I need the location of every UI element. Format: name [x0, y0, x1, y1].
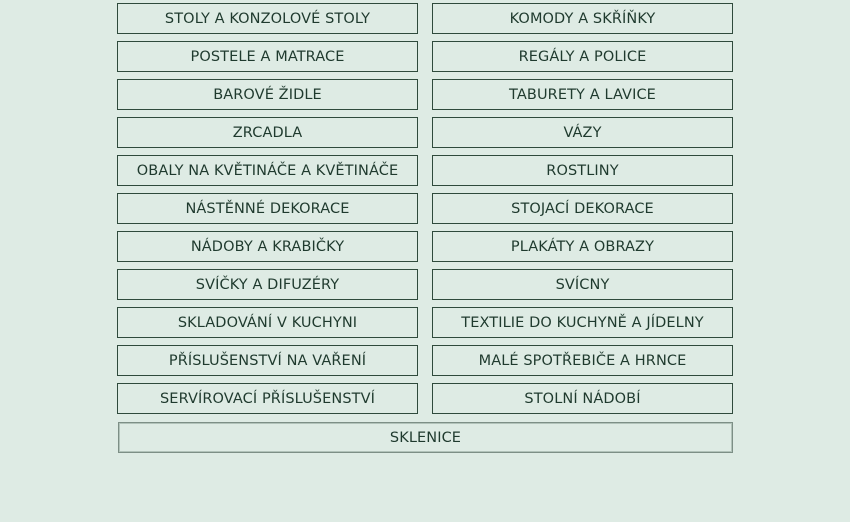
- category-button-nadoby-a-krabicky[interactable]: NÁDOBY A KRABIČKY: [117, 231, 418, 262]
- category-button-taburety-a-lavice[interactable]: TABURETY A LAVICE: [432, 79, 733, 110]
- category-button-obaly-na-kvetinace[interactable]: OBALY NA KVĚTINÁČE A KVĚTINÁČE: [117, 155, 418, 186]
- category-button-servirovaci-prislusenstvi[interactable]: SERVÍROVACÍ PŘÍSLUŠENSTVÍ: [117, 383, 418, 414]
- category-button-regaly-a-police[interactable]: REGÁLY A POLICE: [432, 41, 733, 72]
- category-button-rostliny[interactable]: ROSTLINY: [432, 155, 733, 186]
- category-button-textilie-do-kuchyne[interactable]: TEXTILIE DO KUCHYNĚ A JÍDELNY: [432, 307, 733, 338]
- category-button-prislusenstvi-na-vareni[interactable]: PŘÍSLUŠENSTVÍ NA VAŘENÍ: [117, 345, 418, 376]
- category-button-plakaty-a-obrazy[interactable]: PLAKÁTY A OBRAZY: [432, 231, 733, 262]
- category-button-komody-a-skrinky[interactable]: KOMODY A SKŘÍŇKY: [432, 3, 733, 34]
- category-button-stoly-a-konzolove-stoly[interactable]: STOLY A KONZOLOVÉ STOLY: [117, 3, 418, 34]
- category-button-vazy[interactable]: VÁZY: [432, 117, 733, 148]
- category-button-zrcadla[interactable]: ZRCADLA: [117, 117, 418, 148]
- category-button-sklenice[interactable]: SKLENICE: [118, 422, 733, 453]
- category-button-postele-a-matrace[interactable]: POSTELE A MATRACE: [117, 41, 418, 72]
- category-button-nastenne-dekorace[interactable]: NÁSTĚNNÉ DEKORACE: [117, 193, 418, 224]
- category-button-barove-zidle[interactable]: BAROVÉ ŽIDLE: [117, 79, 418, 110]
- category-button-male-spotrebice[interactable]: MALÉ SPOTŘEBIČE A HRNCE: [432, 345, 733, 376]
- category-button-stojaci-dekorace[interactable]: STOJACÍ DEKORACE: [432, 193, 733, 224]
- category-button-svicky-a-difuzery[interactable]: SVÍČKY A DIFUZÉRY: [117, 269, 418, 300]
- category-button-svicny[interactable]: SVÍCNY: [432, 269, 733, 300]
- category-button-skladovani-v-kuchyni[interactable]: SKLADOVÁNÍ V KUCHYNI: [117, 307, 418, 338]
- category-button-stolni-nadobi[interactable]: STOLNÍ NÁDOBÍ: [432, 383, 733, 414]
- category-button-grid: [117, 3, 733, 453]
